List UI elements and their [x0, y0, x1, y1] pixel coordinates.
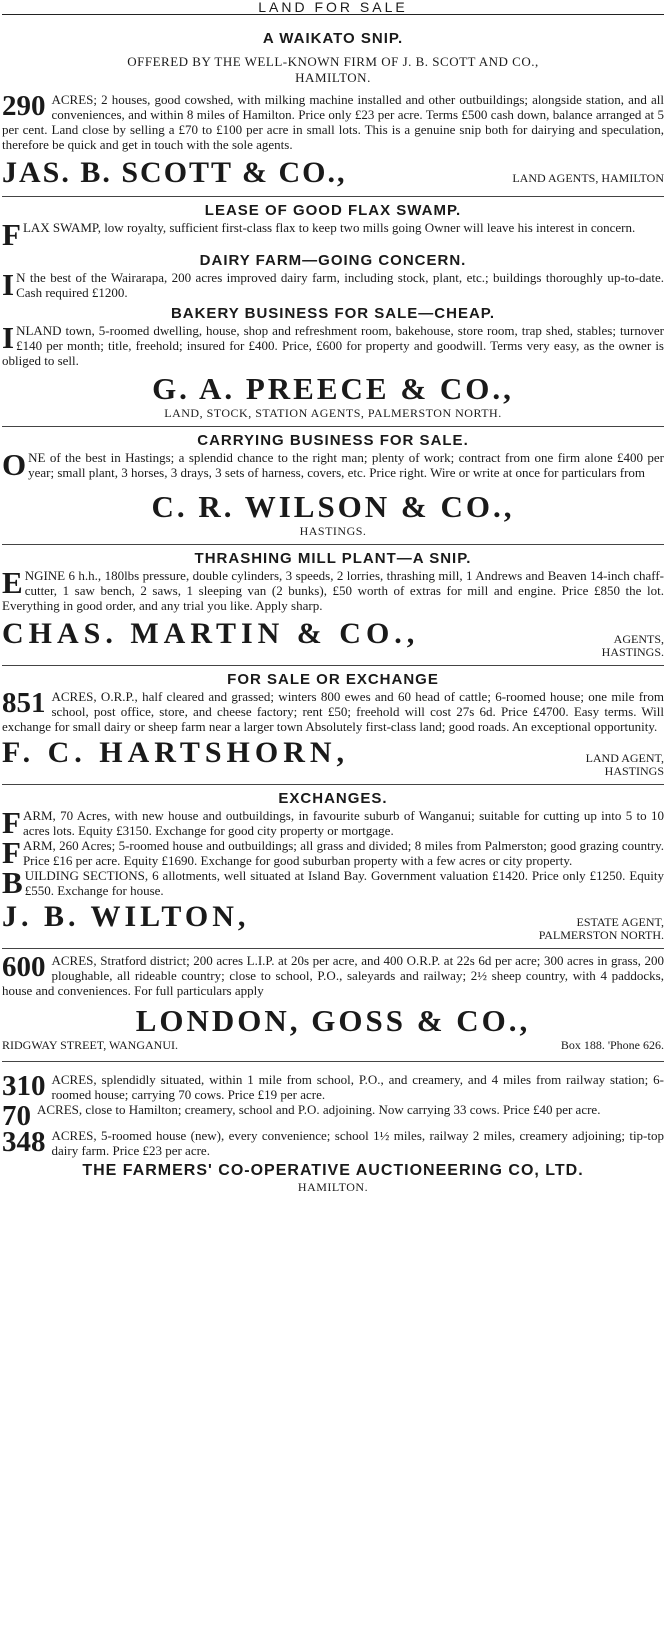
- drop-cap: F: [2, 835, 21, 870]
- ad-text: ACRES, Stratford district; 200 acres L.I.P. at 20s per acre, and 400 O.R.P. at 22s 6d per acre; 300 acres in grass, 200 ploughable, all rideable country; close to school, P.O., saleyards and railway; 2½ sheep country, with 4 paddocks, house and conveniences. For full particulars apply: [2, 953, 664, 998]
- ad-body: [2, 92, 664, 152]
- ad-text: NLAND town, 5-roomed dwelling, house, shop and refreshment room, bakehouse, store room, trap shed, stables; turnover £140 per month; title, freehold; insured for £400. Price, £600 for property and goodwill. Terms very easy, as the owner is obliged to sell.: [2, 323, 664, 368]
- ad-thrashing-mill: [2, 549, 664, 666]
- ad-title: A WAIKATO SNIP.: [262, 30, 404, 47]
- agent-name: G. A. PREECE & CO.,: [152, 371, 514, 406]
- agent-suffix-line2: HASTINGS: [604, 764, 664, 778]
- ad-preece: [2, 201, 664, 427]
- ad-body: [2, 953, 664, 998]
- ad-body-farm-260: [2, 835, 664, 870]
- ad-body-bakery: [2, 320, 664, 368]
- ad-text: UILDING SECTIONS, 6 allotments, well situated at Island Bay. Government valuation £1420. Price only £1250. Equity £550. Exchange for house.: [24, 868, 664, 898]
- divider: [2, 784, 664, 785]
- ad-subtitle-city: HAMILTON.: [295, 70, 371, 85]
- agent-box-phone: Box 188. 'Phone 626.: [560, 1038, 664, 1052]
- ad-body: [2, 447, 664, 482]
- ad-body-flax: [2, 217, 664, 252]
- ad-title: CARRYING BUSINESS FOR SALE.: [197, 432, 469, 449]
- ad-text: ACRES, O.R.P., half cleared and grassed; winters 800 ewes and 60 head of cattle; 6-roomed house; one mile from school, post office, store, and cheese factory; rent £50; freehold will cost 27s 6d. Price £4700. Easy terms. Will exchange for small dairy or sheep farm near a larger town Absolutely first-class land; good roads. An exceptional opportunity.: [2, 689, 664, 734]
- ad-title: THRASHING MILL PLANT—A SNIP.: [194, 550, 472, 567]
- ad-text: NGINE 6 h.h., 180lbs pressure, double cylinders, 3 speeds, 2 lorries, thrashing mill, 1 Andrews and Beaven 14-inch chaff-cutter, 1 saw bench, 2 saws, 1 sleeping van (2 bunks), £50 worth of extras for mill and engine. Price £850 the lot. Everything in good order, and any trial you like. Apply sharp.: [2, 568, 664, 613]
- agent-name: JAS. B. SCOTT & CO.,: [2, 156, 347, 189]
- acreage-number: 310: [2, 1070, 46, 1102]
- acreage-number: 290: [2, 90, 46, 122]
- ad-title: FOR SALE OR EXCHANGE: [227, 671, 439, 688]
- agent-line: [2, 736, 664, 778]
- ad-waikato-snip: [2, 29, 664, 197]
- ad-body-dairy: [2, 267, 664, 302]
- ad-body-building-sections: [2, 865, 664, 900]
- ad-title-flax: LEASE OF GOOD FLAX SWAMP.: [204, 202, 462, 219]
- agent-line: [2, 900, 664, 942]
- divider: [2, 1061, 664, 1062]
- ad-farmers-cooperative: [2, 1072, 664, 1194]
- divider: [2, 426, 664, 427]
- ad-exchanges: [2, 789, 664, 949]
- ad-text: ARM, 260 Acres; 5-roomed house and outbuildings; all grass and divided; 8 miles from Palmerston; good grazing country. Price £16 per acre. Equity £1690. Exchange for good suburban property with a few acres or city property.: [22, 838, 664, 868]
- ad-text: N the best of the Wairarapa, 200 acres improved dairy farm, including stock, plant, etc.; buildings thoroughly up-to-date. Cash required £1200.: [16, 270, 664, 300]
- ad-text: ACRES, splendidly situated, within 1 mile from school, P.O., and creamery, and 4 miles from railway station; 6-roomed house; carrying 70 cows. Price £19 per acre.: [51, 1072, 664, 1102]
- drop-cap: F: [2, 217, 21, 252]
- agent-suffix-line1: LAND AGENT,: [585, 751, 664, 765]
- agent-suffix: [539, 916, 664, 942]
- divider: [2, 544, 664, 545]
- ad-text: ACRES, 5-roomed house (new), every convenience; school 1½ miles, railway 2 miles, creamery adjoining; tip-top dairy farm. Price £23 per acre.: [51, 1128, 664, 1158]
- ad-body-farm-70: [2, 805, 664, 840]
- ad-text: ARM, 70 Acres, with new house and outbuildings, in favourite suburb of Wanganui; suitable for cutting up into 5 to 10 acres lots. Equity £3150. Exchange for good city property or mortgage.: [22, 808, 664, 838]
- drop-cap: E: [2, 565, 23, 600]
- ad-body-70: [2, 1100, 664, 1132]
- agent-suffix: LAND AGENTS, HAMILTON: [512, 171, 664, 185]
- ad-sale-or-exchange: [2, 670, 664, 785]
- agent-suffix-line2: PALMERSTON NORTH.: [538, 928, 664, 942]
- drop-cap: I: [2, 320, 15, 355]
- ad-text: NE of the best in Hastings; a splendid chance to the right man; plenty of work; contract from one firm alone £400 per year; small plant, 3 horses, 3 drays, 3 sets of harness, covers, etc. Price right. Wire or write at once for particulars from: [28, 450, 664, 480]
- drop-cap: I: [2, 267, 15, 302]
- ad-text: ACRES, close to Hamilton; creamery, school and P.O. adjoining. Now carrying 33 cows. Price £40 per acre.: [37, 1102, 601, 1117]
- agent-address-row: [2, 1038, 664, 1053]
- drop-cap: B: [2, 865, 23, 900]
- ad-title-dairy: DAIRY FARM—GOING CONCERN.: [199, 252, 467, 269]
- drop-cap: O: [2, 447, 27, 482]
- acreage-number: 851: [2, 687, 46, 719]
- ad-body: [2, 565, 664, 613]
- agent-subtitle: HAMILTON.: [297, 1180, 369, 1194]
- agent-line: [2, 617, 664, 659]
- divider: [2, 948, 664, 949]
- agent-name: J. B. WILTON,: [2, 900, 250, 933]
- ad-body-348: [2, 1128, 664, 1158]
- acreage-number: 348: [2, 1126, 46, 1158]
- agent-suffix: [602, 633, 664, 659]
- ad-text: LAX SWAMP, low royalty, sufficient first-class flax to keep two mills going Owner will leave his interest in concern.: [22, 220, 636, 235]
- agent-subtitle: HASTINGS.: [299, 524, 367, 538]
- drop-cap: F: [2, 805, 21, 840]
- agent-name: C. R. WILSON & CO.,: [151, 489, 515, 524]
- acreage-number: 600: [2, 951, 46, 983]
- agent-suffix-line1: AGENTS,: [613, 632, 664, 646]
- ad-body-310: [2, 1072, 664, 1102]
- agent-name: CHAS. MARTIN & CO.,: [2, 617, 420, 650]
- ad-title-bakery: BAKERY BUSINESS FOR SALE—CHEAP.: [170, 305, 496, 322]
- ad-stratford-600: [2, 953, 664, 1062]
- ad-body: [2, 689, 664, 734]
- agent-suffix: [586, 752, 664, 778]
- agent-name: LONDON, GOSS & CO.,: [135, 1003, 531, 1038]
- agent-subtitle: LAND, STOCK, STATION AGENTS, PALMERSTON NORTH.: [164, 406, 502, 420]
- agent-name: THE FARMERS' CO-OPERATIVE AUCTIONEERING CO, LTD.: [82, 1162, 584, 1179]
- agent-name: F. C. HARTSHORN,: [2, 736, 350, 769]
- acreage-number: 70: [2, 1100, 31, 1132]
- divider: [2, 665, 664, 666]
- agent-suffix-line1: ESTATE AGENT,: [576, 915, 664, 929]
- ad-subtitle: OFFERED BY THE WELL-KNOWN FIRM OF J. B. SCOTT AND CO.,: [127, 54, 539, 69]
- ad-title: EXCHANGES.: [278, 790, 388, 807]
- divider: [2, 196, 664, 197]
- agent-line: [2, 156, 664, 190]
- page-header: LAND FOR SALE: [2, 0, 664, 15]
- agent-address: RIDGWAY STREET, WANGANUI.: [2, 1038, 178, 1052]
- agent-suffix-line2: HASTINGS.: [601, 645, 664, 659]
- ad-text: ACRES; 2 houses, good cowshed, with milking machine installed and other outbuildings; alongside station, and all conveniences, and within 8 miles of Hamilton. Price only £23 per acre. Terms £500 cash down, balance arranged at 5 per cent. Land close by selling a £70 to £100 per acre in small lots. This is a genuine snip both for dairying and speculation, therefore be quick and get in touch with the sole agents.: [2, 92, 664, 152]
- ad-carrying-business: [2, 431, 664, 545]
